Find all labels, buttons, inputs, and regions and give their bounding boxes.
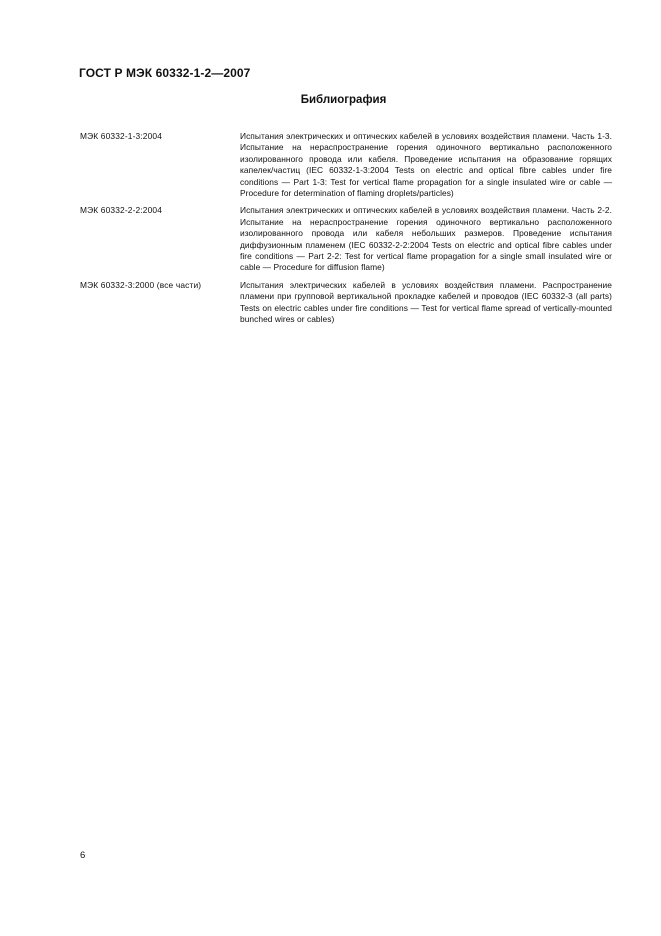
- bibliography-list: [80, 131, 612, 332]
- bibliography-entry: [80, 280, 612, 326]
- section-title: Библиография: [300, 94, 387, 106]
- bibliography-entry: [80, 205, 612, 273]
- bibliography-description: Испытания электрических кабелей в условиях воздействия пламени. Распространение пламени при групповой вертикальной прокладке кабелей и проводов (IEC 60332-3 (all parts) Tests on electric cables under fire conditions — Test for vertical flame spread of vertically-mounted bunched wires or cables): [240, 279, 612, 325]
- bibliography-description: Испытания электрических и оптических кабелей в условиях воздействия пламени. Часть 2-2. Испытание на нераспространение горения одиночного вертикально расположенного изолированного провода или кабеля небольших размеров. Проведение испытания диффузионным пламенем (IEC 60332-2-2:2004 Tests on electric and optical fibre cables under fire conditions — Part 2-2: Test for vertical flame propagation for a single small insulated wire or cable — Procedure for diffusion flame): [240, 205, 612, 273]
- document-header: ГОСТ Р МЭК 60332-1-2—2007: [79, 66, 251, 80]
- bibliography-ref: МЭК 60332-3:2000 (все части): [80, 279, 202, 290]
- page-number: 6: [80, 850, 86, 861]
- bibliography-entry: [80, 131, 612, 199]
- bibliography-ref: МЭК 60332-2-2:2004: [80, 205, 163, 216]
- bibliography-ref: МЭК 60332-1-3:2004: [80, 131, 163, 141]
- bibliography-description: Испытания электрических и оптических кабелей в условиях воздействия пламени. Часть 1-3. Испытание на нераспространение горения одиночного вертикально расположенного изолированного провода или кабеля. Проведение испытания на образование горящих капелек/частиц (IEC 60332-1-3:2004 Tests on electric and optical fibre cables under fire conditions — Part 1-3: Test for vertical flame propagation for a single insulated wire or cable — Procedure for determination of flaming droplets/particles): [240, 131, 612, 199]
